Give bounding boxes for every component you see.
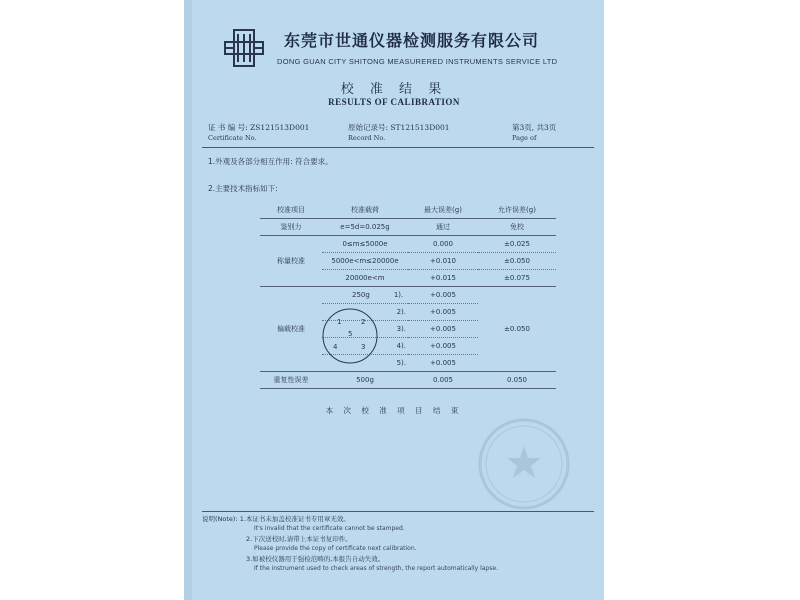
position-label: 3 [361, 343, 366, 351]
record-number-block [348, 123, 450, 143]
footer-note-2-cn: 2.下次送校时,请带上本证书复印件。 [246, 535, 352, 543]
company-name-cn: 东莞市世通仪器检测服务有限公司 [284, 31, 540, 50]
eccentric-error: +0.005 [408, 304, 478, 321]
position-label: 2 [361, 318, 366, 326]
header-item: 校准项目 [260, 202, 322, 219]
repeatability-allowed: 0.050 [478, 372, 556, 389]
record-number: ST121513D001 [390, 123, 450, 132]
company-logo-icon [222, 26, 266, 70]
weighing-allowed: ±0.075 [478, 270, 556, 287]
footer-note-1-cn: 1.本证书未加盖校准证书专用章无效。 [239, 515, 350, 523]
header-load: 校准载荷 [322, 202, 408, 219]
note-appearance: 1.外观及各部分相互作用: 符合要求。 [208, 157, 333, 166]
record-label-en: Record No. [348, 134, 386, 142]
resolution-allowed: 免校 [478, 219, 556, 236]
company-seal-stamp [474, 414, 574, 514]
report-title-cn: 校 准 结 果 [340, 82, 448, 97]
weighing-error: +0.015 [408, 270, 478, 287]
note-specs: 2.主要技术指标如下: [208, 184, 278, 193]
end-of-items-text: 本 次 校 准 项 目 结 束 [325, 406, 463, 415]
table-row [260, 236, 556, 253]
position-label: 5 [348, 330, 353, 338]
footer-note-1-en: It's invalid that the certificate cannot be stamped. [254, 525, 405, 532]
resolution-item: 鉴别力 [260, 219, 322, 236]
footer-note-2-en: Please provide the copy of certificate next calibration. [254, 545, 417, 552]
header-max-error: 最大误差(g) [408, 202, 478, 219]
certificate-label: 证 书 编 号: [208, 123, 248, 132]
weighing-allowed: ±0.050 [478, 253, 556, 270]
eccentric-load-value: 250g [352, 291, 370, 299]
certificate-sheet [184, 0, 604, 600]
footer-note-3-cn: 3.如被校仪器用于强检范畴的,本报告自动失效。 [246, 555, 385, 563]
company-name-en: DONG GUAN CITY SHITONG MEASURERED INSTRUMENTS SERVICE LTD [277, 57, 558, 66]
header-allowed-error: 允许误差(g) [478, 202, 556, 219]
calibration-table [260, 202, 556, 389]
eccentric-allowed: ±0.050 [478, 287, 556, 372]
footer-label: 说明(Note): [202, 515, 238, 523]
header-divider [202, 147, 594, 148]
resolution-load: e=5d=0.025g [322, 219, 408, 236]
eccentric-error: +0.005 [408, 338, 478, 355]
report-title-en: RESULTS OF CALIBRATION [328, 97, 460, 107]
eccentric-position: 4). [322, 338, 408, 355]
footer-note-1 [202, 514, 594, 524]
table-row [260, 287, 556, 304]
eccentric-error: +0.005 [408, 287, 478, 304]
page-indicator [512, 123, 556, 143]
weighing-error: +0.010 [408, 253, 478, 270]
footer-notes [202, 514, 594, 574]
resolution-error: 通过 [408, 219, 478, 236]
weighing-load: 5000e<m≤20000e [322, 253, 408, 270]
certificate-number-block [208, 123, 309, 143]
eccentric-position: 5). [322, 355, 408, 372]
weighing-allowed: ±0.025 [478, 236, 556, 253]
table-row [260, 372, 556, 389]
eccentric-position: 3). [322, 321, 408, 338]
table-header-row [260, 202, 556, 219]
repeatability-load: 500g [322, 372, 408, 389]
weighing-load: 20000e<m [322, 270, 408, 287]
weighing-item: 称量校准 [260, 236, 322, 287]
position-label: 1 [337, 318, 342, 326]
eccentric-position: 1). [393, 291, 404, 299]
page-en: Page of [512, 134, 537, 142]
position-label: 4 [333, 343, 338, 351]
load-position-diagram [321, 307, 379, 365]
weighing-error: 0.000 [408, 236, 478, 253]
certificate-number: ZS121513D001 [250, 123, 310, 132]
table-row [260, 219, 556, 236]
eccentric-position: 2). [322, 304, 408, 321]
footer-divider [202, 511, 594, 512]
record-label: 原始记录号: [348, 123, 389, 132]
eccentric-error: +0.005 [408, 355, 478, 372]
eccentric-load [322, 287, 408, 304]
weighing-load: 0≤m≤5000e [322, 236, 408, 253]
repeatability-item: 重复性误差 [260, 372, 322, 389]
eccentric-error: +0.005 [408, 321, 478, 338]
eccentric-item: 偏载校准 [260, 287, 322, 372]
repeatability-error: 0.005 [408, 372, 478, 389]
footer-note-3-en: If the instrument used to check areas of strength, the report automatically lapse. [254, 565, 498, 572]
certificate-label-en: Certificate No. [208, 134, 257, 142]
page-cn: 第3页, 共3页 [512, 123, 557, 132]
